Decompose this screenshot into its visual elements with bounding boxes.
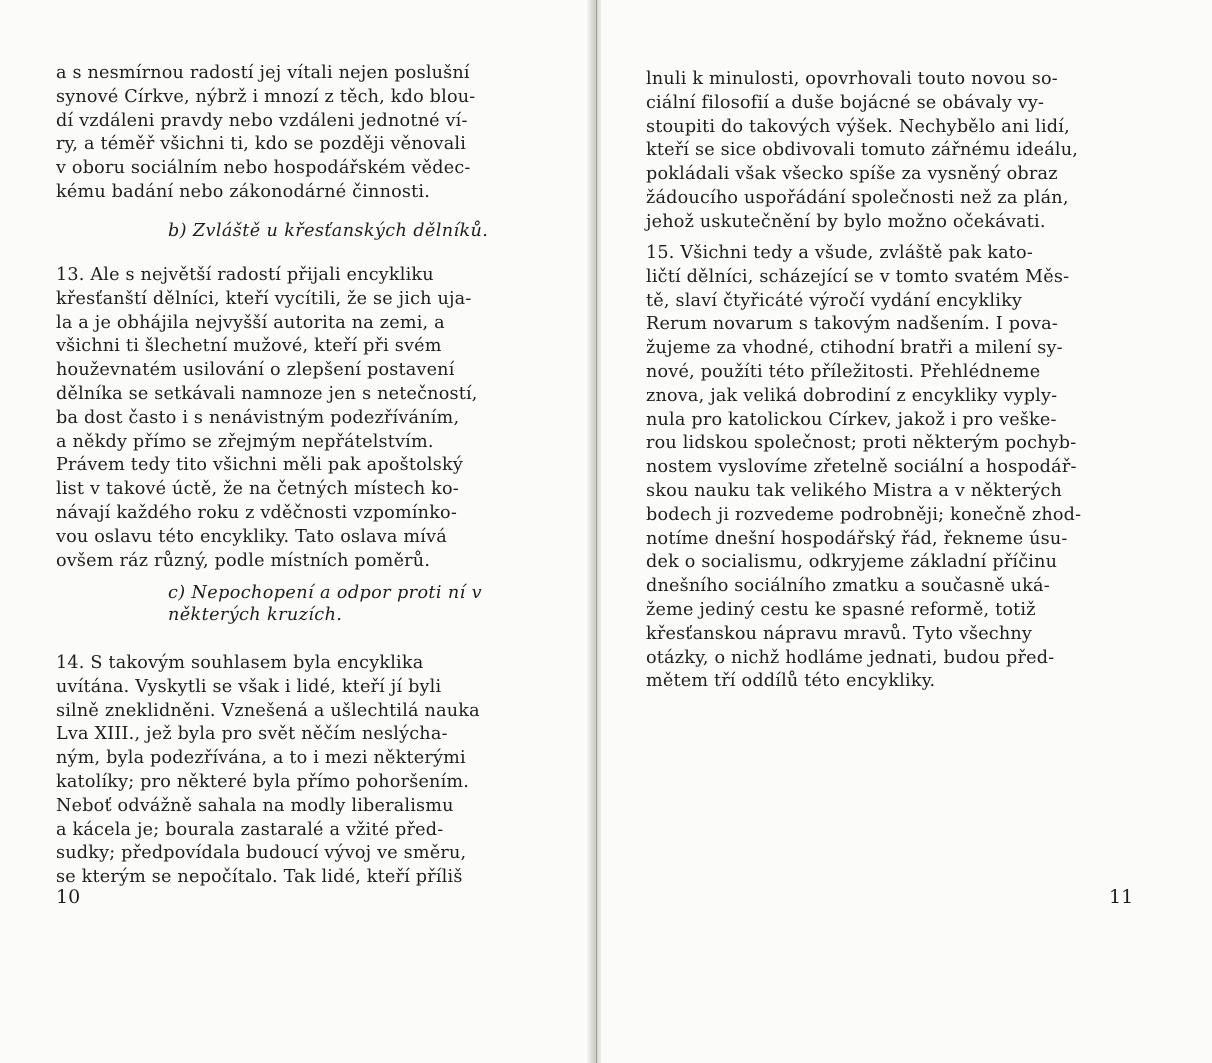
gutter-fold-line <box>596 0 597 1063</box>
paragraph-13: 13. Ale s největší radostí přijali encykliku křesťanští dělníci, kteří vycítili, že se jich uja- la a je obhájila nejvyšší autorita na zemi, a všichni ti šlechetní mužové, kteří při svém houževnatém usilování o zlepšení postavení dělníka se setkávali namnoze jen s netečností, ba dost často i s nenávistným podezříváním, a někdy přímo se zřejmým nepřátelstvím. Právem tedy tito všichni měli pak apoštolský list v takové úctě, že na četných místech ko- návají každého roku z vděčnosti vzpomínko- vou oslavu této encykliky. Tato oslava mívá ovšem ráz různý, podle místních poměrů. <box>56 265 478 571</box>
paragraph-14: 14. S takovým souhlasem byla encyklika uvítána. Vyskytli se však i lidé, kteří jí byli silně zneklidněni. Vznešená a ušlechtilá nauka Lva XIII., jež byla pro svět něčím neslýcha- ným, byla podezřívána, a to i mezi některými katolíky; pro některé byla přímo pohoršením. Neboť odvážně sahala na modly liberalismu a kácela je; bourala zastaralé a vžité před- sudky; předpovídala budoucí vývoj ve směru, se kterým se nepočítalo. Tak lidé, kteří příliš <box>56 653 480 888</box>
book-gutter <box>587 0 601 1063</box>
right-paragraph-continuation: lnuli k minulosti, opovrhovali touto novou so- ciální filosofií a duše bojácné se obávaly vy- stoupiti do takových výšek. Nechybělo ani lidí, kteří se sice obdivovali tomuto zářnému ideálu, pokládali však všecko spíše za vysněný obraz žádoucího uspořádání společnosti než za plán, jehož uskutečnění by bylo možno očekávati. <box>646 69 1079 232</box>
right-page <box>601 0 1212 1063</box>
section-heading-c: c) Nepochopení a odpor proti ní v některých kruzích. <box>168 583 483 625</box>
left-paragraph-continuation: a s nesmírnou radostí jej vítali nejen poslušní synové Církve, nýbrž i mnozí z těch, kdo blou- dí vzdáleni pravdy nebo vzdáleni jednotné ví- ry, a téměř všichni ti, kdo se později věnovali v oboru sociálním nebo hospodářském vědec- kému badání nebo zákonodárné činnosti. <box>56 63 476 202</box>
section-heading-b: b) Zvláště u křesťanských dělníků. <box>168 221 489 241</box>
left-page <box>0 0 587 1063</box>
page-number-right: 11 <box>1109 886 1134 908</box>
paragraph-15: 15. Všichni tedy a všude, zvláště pak kato- ličtí dělníci, scházející se v tomto svatém Měs- tě, slaví čtyřicáté výročí vydání encykliky Rerum novarum s takovým nadšením. I pova- žujeme za vhodné, ctihodní bratři a milení sy- nové, použíti této příležitosti. Přehlédneme znova, jak veliká dobrodiní z encykliky vyply- nula pro katolickou Církev, jakož i pro veške- rou lidskou společnost; proti některým pochyb- nostem vyslovíme zřetelně sociální a hospodář- skou nauku tak velikého Mistra a v některých bodech ji rozvedeme podrobněji; konečně zhod- notíme dnešní hospodářský řád, řekneme úsu- dek o socialismu, odkryjeme základní příčinu dnešního sociálního zmatku a současně uká- žeme jediný cestu ke spasné reformě, totiž křesťanskou nápravu mravů. Tyto všechny otázky, o nichž hodláme jednati, budou před- mětem tří oddílů této encykliky. <box>646 243 1082 692</box>
page-number-left: 10 <box>56 886 81 908</box>
